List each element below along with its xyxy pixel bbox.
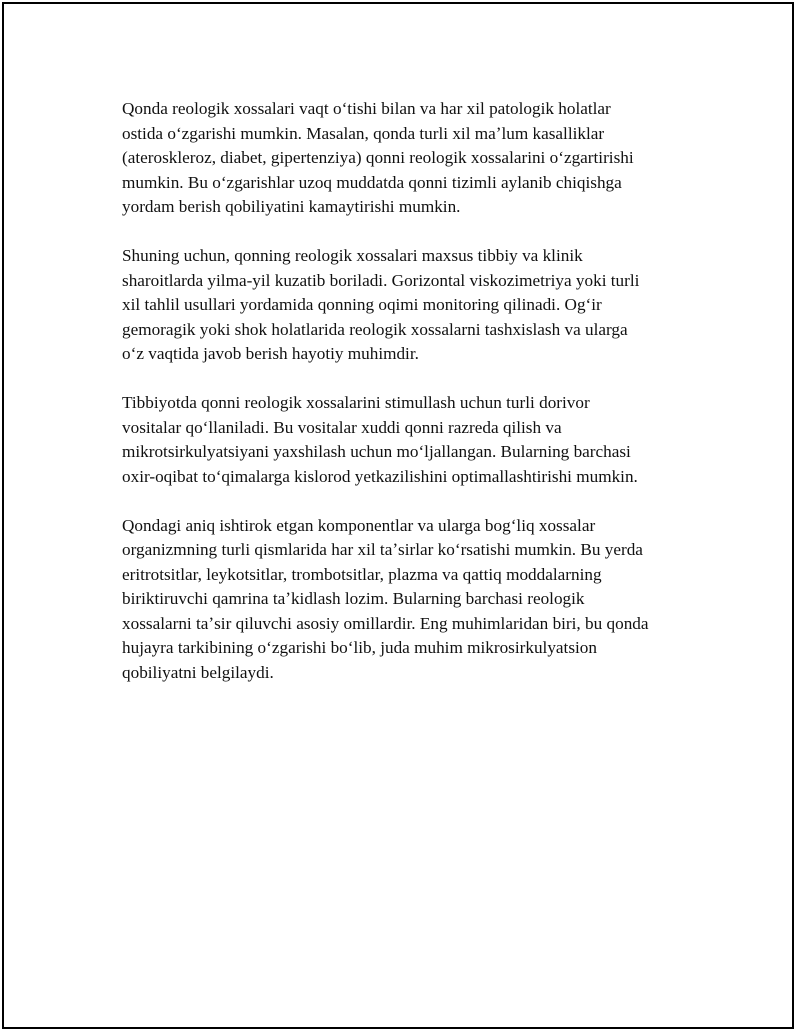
paragraph-2: Shuning uchun, qonning reologik xossalari maxsus tibbiy va klinik sharoitlarda yilma-yil kuzatib boriladi. Gorizontal viskozimetriya yoki turli xil tahlil usullari yordamida qonning oqimi monitoring qilinadi. Ogʻir gemoragik yoki shok holatlarida reologik xossalarni tashxislash va ularga oʻz vaqtida javob berish hayotiy muhimdir. xyxy=(122,246,640,363)
paragraph-1: Qonda reologik xossalari vaqt oʻtishi bilan va har xil patologik holatlar ostida oʻzgarishi mumkin. Masalan, qonda turli xil maʼlum kasalliklar (ateroskleroz, diabet, gipertenziya) qonni reologik xossalarini oʻzgartirishi mumkin. Bu oʻzgarishlar uzoq muddatda qonni tizimli aylanib chiqishga yordam berish qobiliyatini kamaytirishi mumkin. xyxy=(122,99,634,216)
paragraph-3: Tibbiyotda qonni reologik xossalarini stimullash uchun turli dorivor vositalar qoʻllaniladi. Bu vositalar xuddi qonni razreda qilish va mikrotsirkulyatsiyani yaxshilash uchun moʻljallangan. Bularning barchasi oxir-oqibat toʻqimalarga kislorod yetkazilishini optimallashtirishi mumkin. xyxy=(122,393,638,486)
document-body xyxy=(122,97,702,710)
paragraph-4: Qondagi aniq ishtirok etgan komponentlar va ularga bogʻliq xossalar organizmning turli qismlarida har xil taʼsirlar koʻrsatishi mumkin. Bu yerda eritrotsitlar, leykotsitlar, trombotsitlar, plazma va qattiq moddalarning biriktiruvchi qamrina taʼkidlash lozim. Bularning barchasi reologik xossalarni taʼsir qiluvchi asosiy omillardir. Eng muhimlaridan biri, bu qonda hujayra tarkibining oʻzgarishi boʻlib, juda muhim mikrosirkulyatsion qobiliyatni belgilaydi. xyxy=(122,515,649,682)
page-frame xyxy=(2,2,794,1029)
